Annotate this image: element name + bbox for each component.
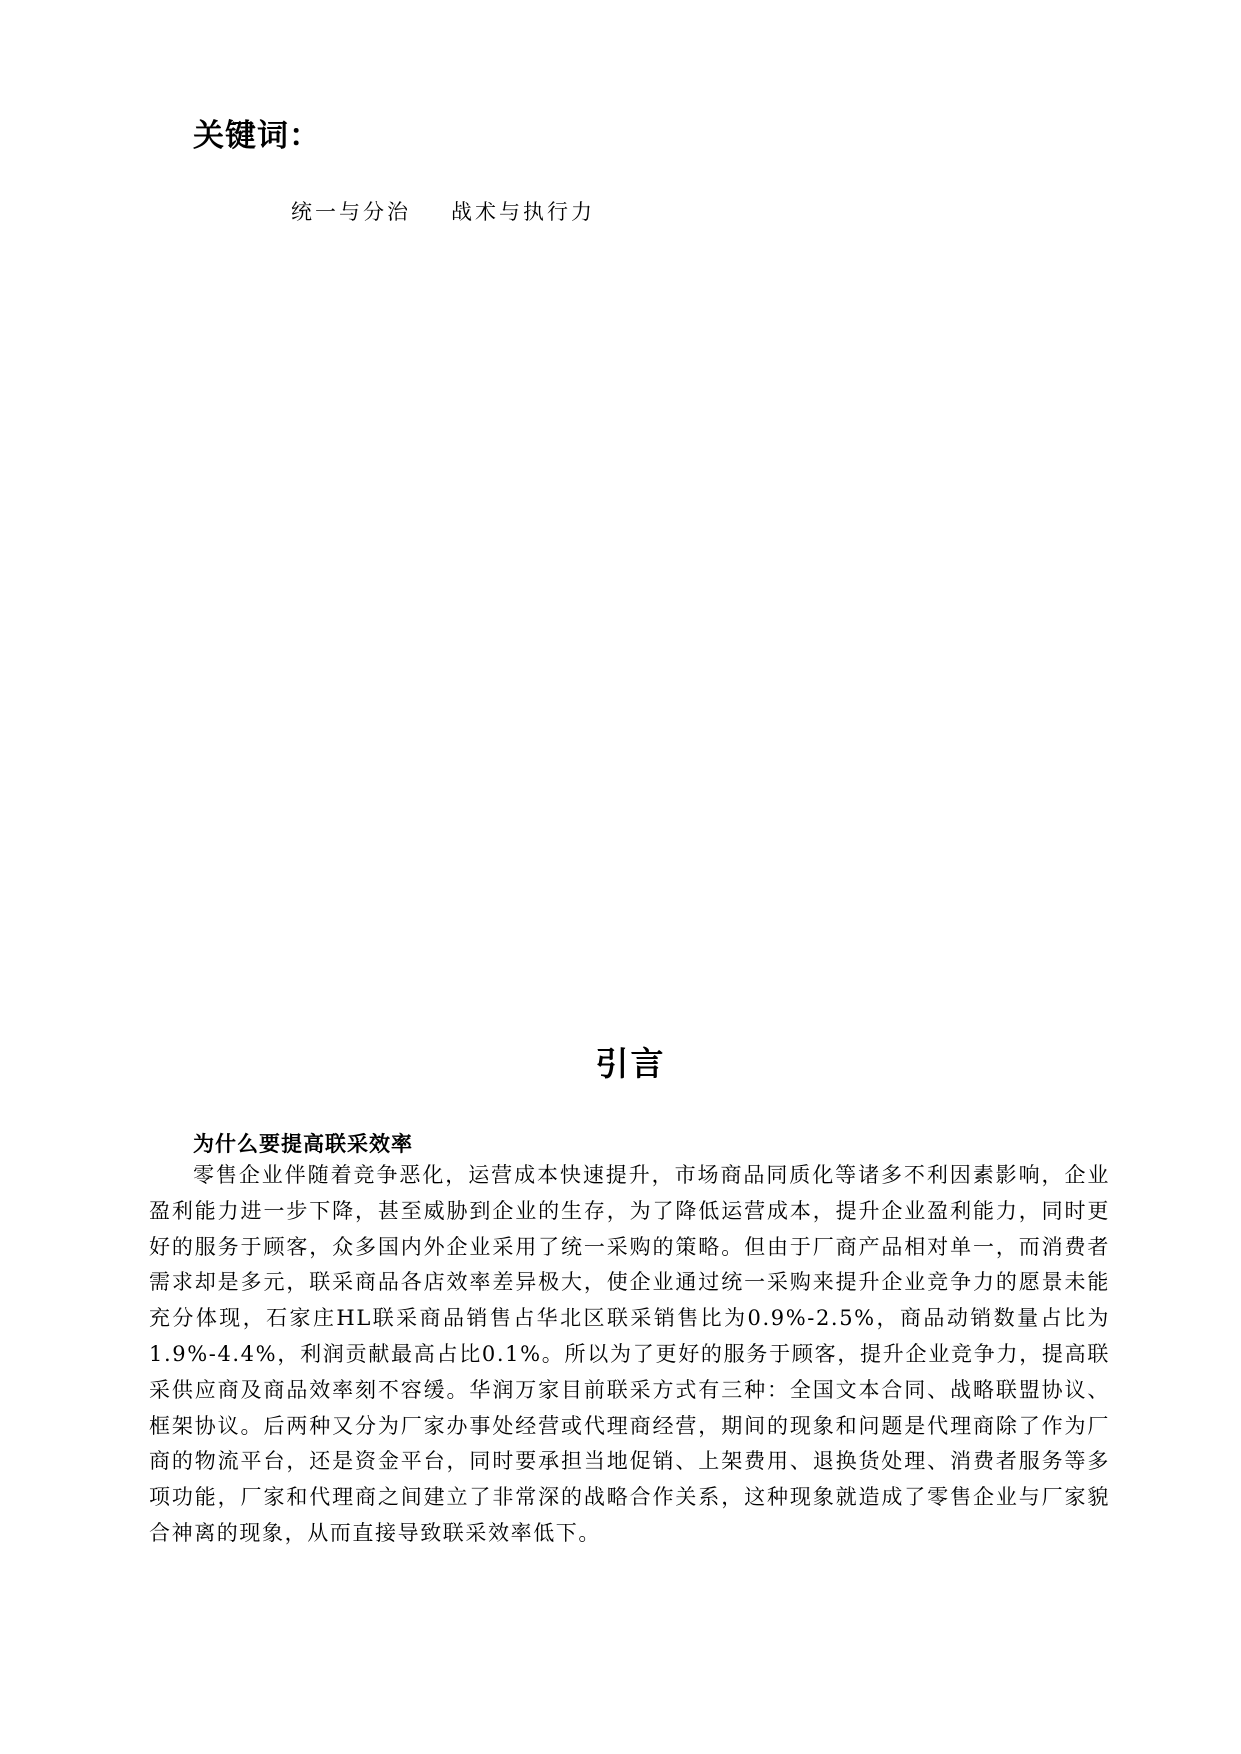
introduction-paragraph: 零售企业伴随着竞争恶化，运营成本快速提升，市场商品同质化等诸多不利因素影响，企业盈利能力进一步下降，甚至威胁到企业的生存，为了降低运营成本，提升企业盈利能力，同时更好的服务于顾客，众多国内外企业采用了统一采购的策略。但由于厂商产品相对单一，而消费者需求却是多元，联采商品各店效率差异极大，使企业通过统一采购来提升企业竞争力的愿景未能充分体现，石家庄HL联采商品销售占华北区联采销售比为0.9%-2.5%，商品动销数量占比为1.9%-4.4%，利润贡献最高占比0.1%。所以为了更好的服务于顾客，提升企业竞争力，提高联采供应商及商品效率刻不容缓。华润万家目前联采方式有三种：全国文本合同、战略联盟协议、框架协议。后两种又分为厂家办事处经营或代理商经营，期间的现象和问题是代理商除了作为厂商的物流平台，还是资金平台，同时要承担当地促销、上架费用、退换货处理、消费者服务等多项功能，厂家和代理商之间建立了非常深的战略合作关系，这种现象就造成了零售企业与厂家貌合神离的现象，从而直接导致联采效率低下。 [149,1163,1110,1545]
introduction-title: 引言 [595,1044,666,1083]
introduction-subheading: 为什么要提高联采效率 [193,1132,413,1156]
keywords-list [291,194,595,230]
keyword-item: 战术与执行力 [451,200,595,224]
keyword-item: 统一与分治 [291,200,411,224]
keywords-heading: 关键词： [193,118,321,154]
